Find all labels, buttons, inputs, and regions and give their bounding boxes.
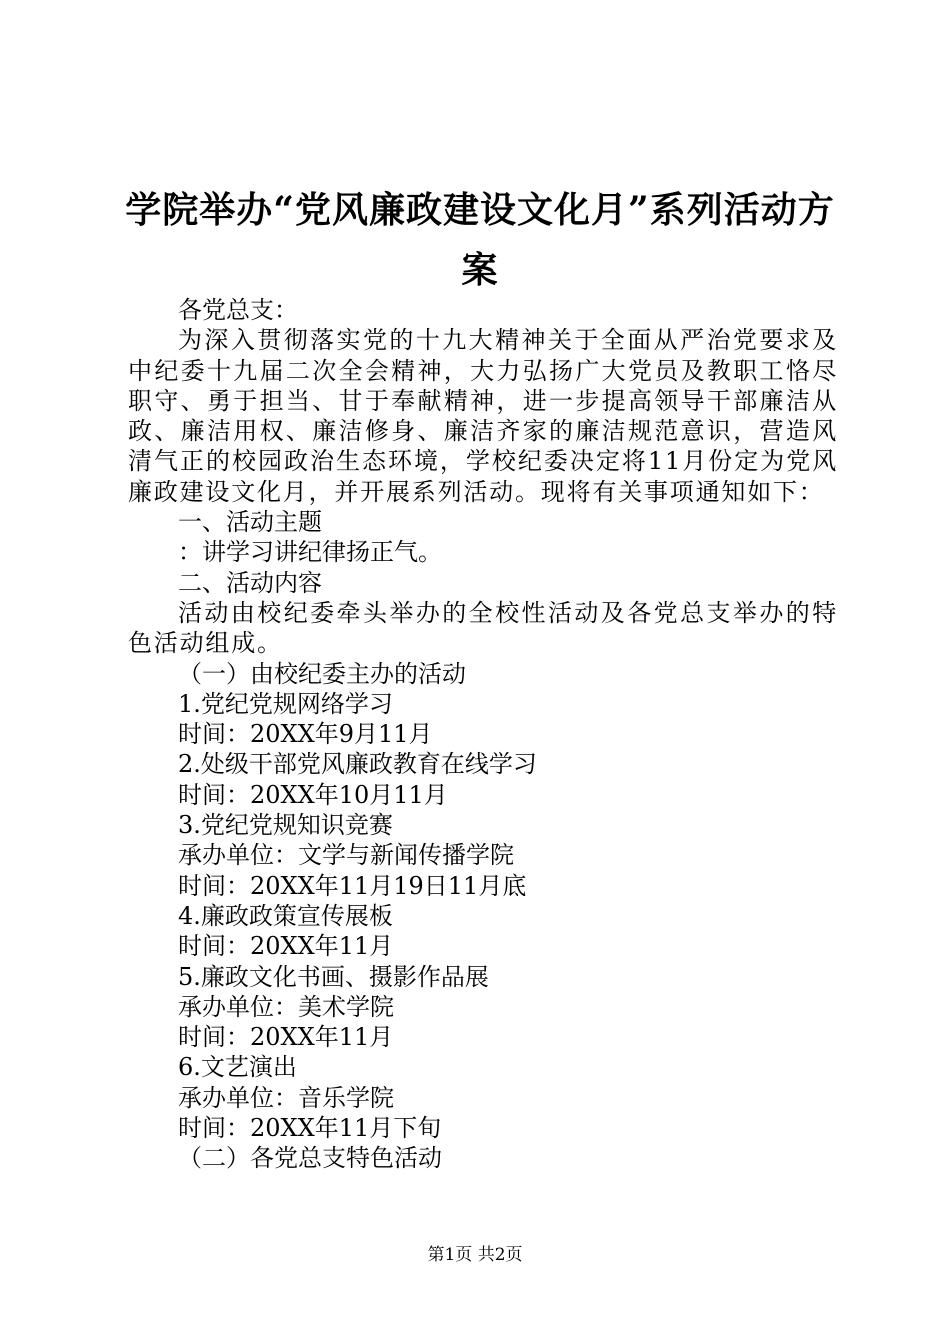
greeting: 各党总支：	[178, 296, 298, 324]
list-item: 承办单位：音乐学院	[178, 1083, 394, 1112]
section1-theme: ：讲学习讲纪律扬正气。	[178, 538, 442, 567]
list-item: 4.廉政政策宣传展板	[178, 901, 393, 930]
list-item: 时间：20XX年9月11月	[178, 720, 433, 749]
list-item: 承办单位：文学与新闻传播学院	[178, 841, 514, 870]
list-item: 6.文艺演出	[178, 1053, 297, 1082]
list-item: 2.处级干部党风廉政教育在线学习	[178, 750, 537, 779]
list-item: 时间：20XX年11月19日11月底	[178, 871, 527, 900]
list-item: 时间：20XX年11月	[178, 932, 394, 961]
list-item: 5.廉政文化书画、摄影作品展	[178, 962, 489, 991]
sub2-heading: （二）各党总支特色活动	[178, 1144, 442, 1173]
document-body	[128, 295, 838, 1174]
list-item: 时间：20XX年11月下旬	[178, 1114, 442, 1143]
page-footer: 第1页 共2页	[427, 1245, 523, 1265]
list-item: 时间：20XX年10月11月	[178, 780, 448, 809]
list-item: 承办单位：美术学院	[178, 992, 394, 1021]
document-title: 学院举办“党风廉政建设文化月”系列活动方案	[125, 189, 835, 291]
section1-heading: 一、活动主题	[178, 508, 322, 537]
section2-intro: 活动由校纪委牵头举办的全校性活动及各党总支举办的特色活动组成。	[128, 598, 838, 658]
list-item: 3.党纪党规知识竞赛	[178, 811, 393, 840]
intro-paragraph: 为深入贯彻落实党的十九大精神关于全面从严治党要求及中纪委十九届二次全会精神，大力弘扬广大党员及教职工恪尽职守、勇于担当、甘于奉献精神，进一步提高领导干部廉洁从政、廉洁用权、廉洁修身、廉洁齐家的廉洁规范意识，营造风清气正的校园政治生态环境，学校纪委决定将11月份定为党风廉政建设文化月，并开展系列活动。现将有关事项通知如下：	[128, 326, 838, 506]
list-item: 1.党纪党规网络学习	[178, 689, 393, 718]
sub1-heading: （一）由校纪委主办的活动	[178, 659, 466, 688]
list-item: 时间：20XX年11月	[178, 1023, 394, 1052]
section2-heading: 二、活动内容	[178, 568, 322, 597]
